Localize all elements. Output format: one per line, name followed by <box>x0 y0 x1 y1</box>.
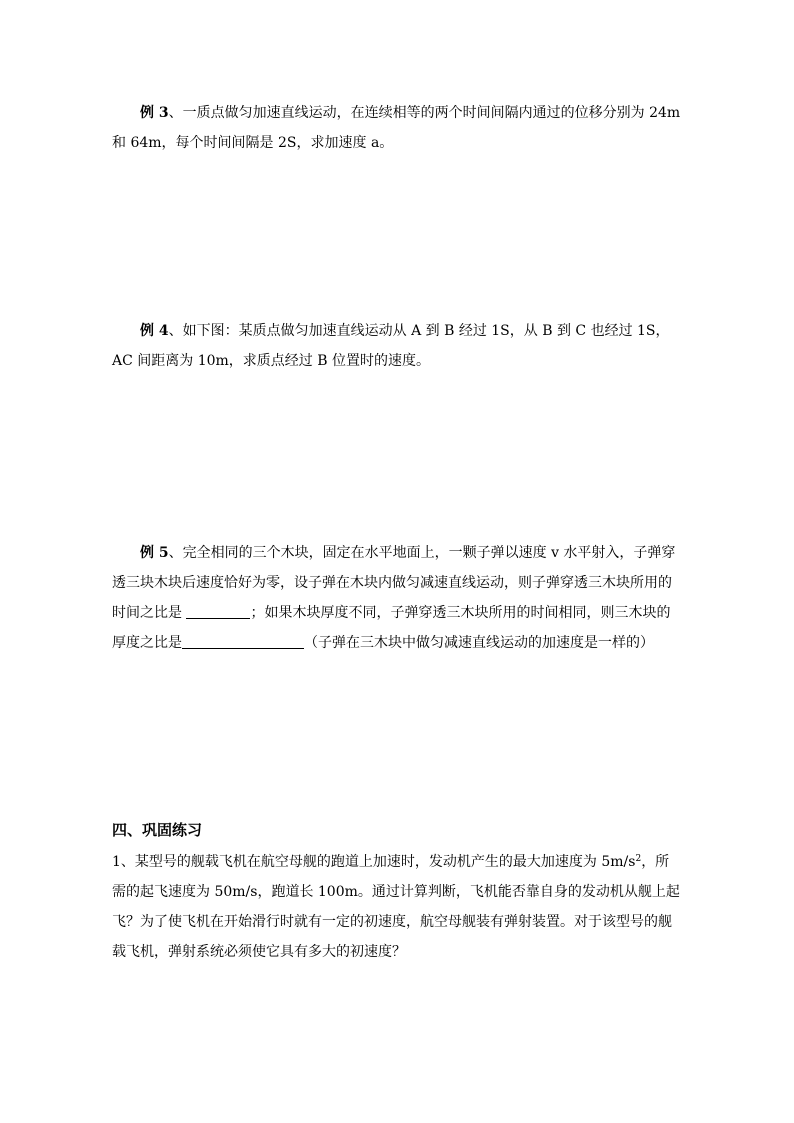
exercise-1-text-part1: 1、某型号的舰载飞机在航空母舰的跑道上加速时，发动机产生的最大加速度为 5m/s <box>112 854 636 870</box>
example-5 <box>112 538 682 658</box>
example-5-text-part1: 、完全相同的三个木块，固定在水平地面上，一颗子弹以速度 v 水平射入，子弹穿透三块木块后速度恰好为零，设子弹在木块内做匀减速直线运动，则子弹穿透三木块所用的时间之比是 <box>112 545 676 621</box>
exercise-1-text-part2: ，所需的起飞速度为 50m/s，跑道长 100m。通过计算判断，飞机能否靠自身的发动机从舰上起飞？为了使飞机在开始滑行时就有一定的初速度，航空母舰装有弹射装置。对于该型号的舰载飞机，弹射系统必须使它具有多大的初速度？ <box>112 854 680 960</box>
answer-blank-time-ratio[interactable] <box>186 602 250 619</box>
example-3 <box>112 98 682 158</box>
exercise-1-superscript: 2 <box>635 854 642 864</box>
example-5-text-part2: ；如果木块厚度不同，子弹穿透三木块所用的时间相同，则三木块的厚度之比是 <box>112 605 671 651</box>
example-5-label: 例 5 <box>140 545 169 561</box>
example-3-text: 、一质点做匀加速直线运动，在连续相等的两个时间间隔内通过的位移分别为 24m 和 64m，每个时间间隔是 2S，求加速度 a。 <box>112 105 681 151</box>
example-4 <box>112 316 682 376</box>
example-4-label: 例 4 <box>140 323 169 339</box>
example-4-text: 、如下图：某质点做匀加速直线运动从 A 到 B 经过 1S，从 B 到 C 也经过 1S，AC 间距离为 10m，求质点经过 B 位置时的速度。 <box>112 323 670 369</box>
exercise-1 <box>112 844 682 967</box>
section-heading: 四、巩固练习 <box>112 821 203 839</box>
example-3-label: 例 3 <box>140 105 169 121</box>
example-5-text-part3: （子弹在三木块中做匀减速直线运动的加速度是一样的） <box>304 635 654 651</box>
answer-blank-thickness-ratio[interactable] <box>182 632 304 649</box>
